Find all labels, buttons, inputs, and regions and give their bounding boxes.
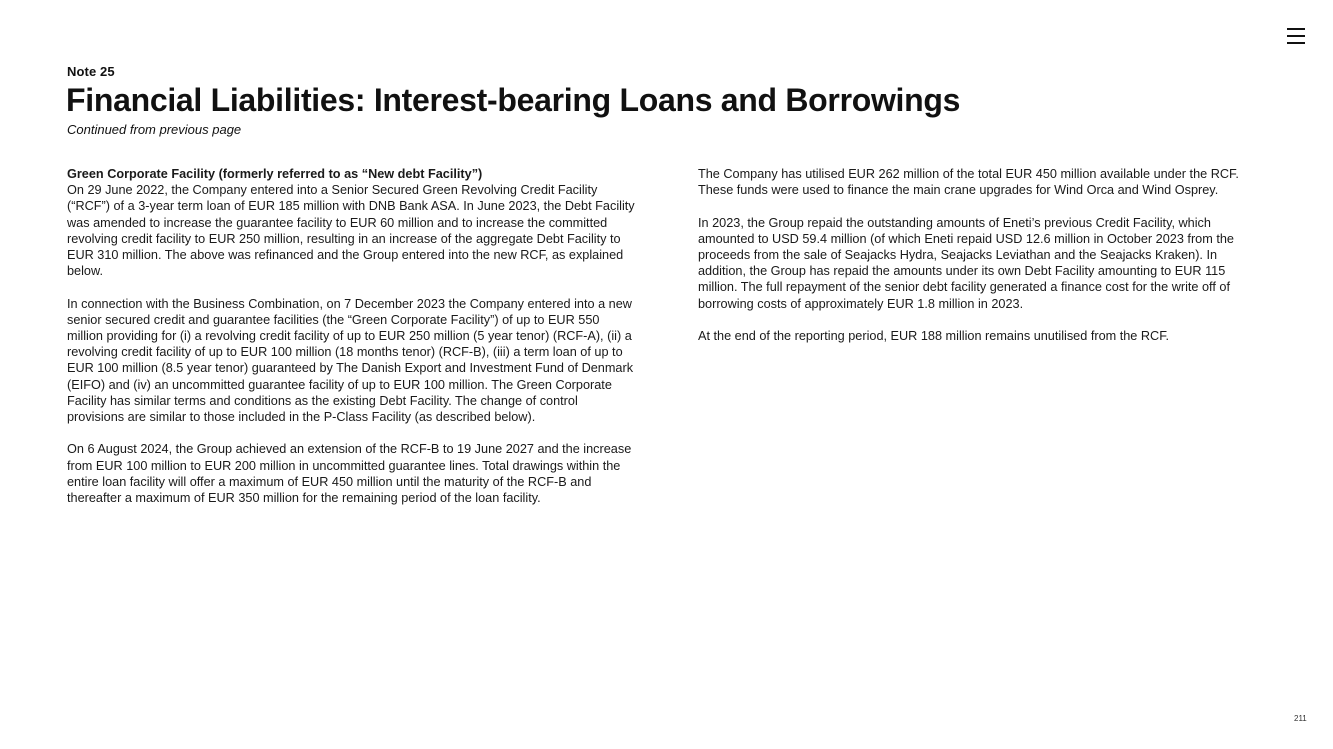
menu-bar-middle (1287, 35, 1305, 37)
note-label: Note 25 (67, 64, 115, 79)
right-paragraph-1: The Company has utilised EUR 262 million of the total EUR 450 million available under the RCF. These funds were used to finance the main crane upgrades for Wind Orca and Wind Osprey. (698, 167, 1239, 198)
left-paragraph-1-text: On 29 June 2022, the Company entered into a Senior Secured Green Revolving Credit Facility (“RCF”) of a 3-year term loan of EUR 185 million with DNB Bank ASA. In June 2023, the Debt Facility was amended to increase the guarantee facility to EUR 60 million and to increase the committed revolving credit facility to EUR 250 million, resulting in an increase of the aggregate Debt Facility to EUR 310 million. The above was refinanced and the Group entered into the new RCF, as explained below. (67, 183, 635, 279)
menu-bar-top (1287, 28, 1305, 30)
left-paragraph-2: In connection with the Business Combination, on 7 December 2023 the Company entered into a new senior secured credit and guarantee facilities (the “Green Corporate Facility”) of up to EUR 550 million providing for (i) a revolving credit facility of up to EUR 250 million (5 year tenor) (RCF-A), (ii) a revolving credit facility of up to EUR 100 million (18 months tenor) (RCF-B), (iii) a term loan of up to EUR 100 million (8.5 year tenor) guaranteed by The Danish Export and Investment Fund of Denmark (EIFO) and (iv) an uncommitted guarantee facility of up to EUR 100 million. The Green Corporate Facility has similar terms and conditions as the existing Debt Facility. The change of control provisions are similar to those included in the P-Class Facility (as described below). (67, 296, 634, 425)
left-paragraph-1 (67, 166, 637, 279)
left-paragraph-3: On 6 August 2024, the Group achieved an extension of the RCF-B to 19 June 2027 and the increase from EUR 100 million to EUR 200 million in uncommitted guarantee lines. Total drawings within the entire loan facility will offer a maximum of EUR 450 million until the maturity of the RCF-B and thereafter a maximum of EUR 350 million for the remaining period of the loan facility. (67, 442, 632, 506)
hamburger-menu-button[interactable] (1287, 27, 1305, 45)
right-column (698, 166, 1258, 360)
right-paragraph-2: In 2023, the Group repaid the outstanding amounts of Eneti’s previous Credit Facility, which amounted to USD 59.4 million (of which Eneti repaid USD 12.6 million in October 2023 from the proceeds from the sale of Seajacks Hydra, Seajacks Leviathan and the Seajacks Kraken). In addition, the Group has repaid the amounts under its own Debt Facility amounting to EUR 115 million. The full repayment of the senior debt facility generated a finance cost for the write off of borrowing costs of approximately EUR 1.8 million in 2023. (698, 215, 1234, 311)
section-heading: Green Corporate Facility (formerly referred to as “New debt Facility”) (67, 167, 483, 181)
right-paragraph-3: At the end of the reporting period, EUR 188 million remains unutilised from the RCF. (698, 329, 1170, 343)
page-number: 211 (1294, 714, 1307, 723)
page-subtitle: Continued from previous page (67, 122, 242, 137)
menu-bar-bottom (1287, 42, 1305, 44)
left-column (67, 166, 637, 522)
page-title: Financial Liabilities: Interest-bearing Loans and Borrowings (66, 82, 961, 118)
